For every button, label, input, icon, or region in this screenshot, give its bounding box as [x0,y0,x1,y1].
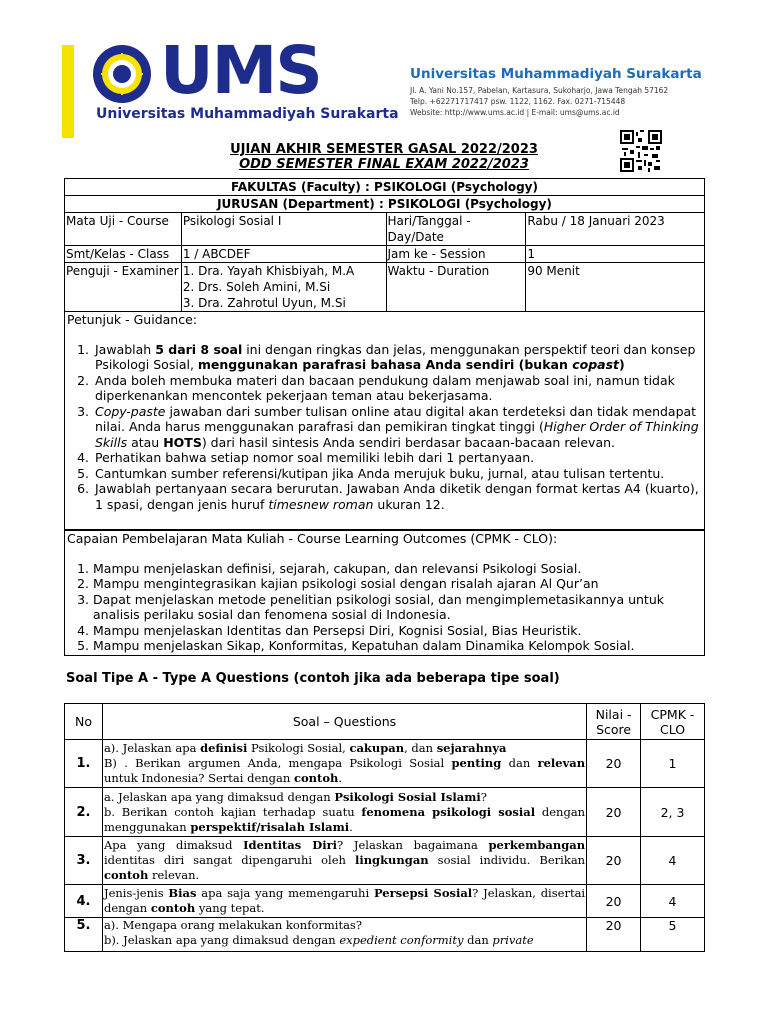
session-value: 1 [526,246,705,263]
guidance-item: 3. Copy-paste jawaban dari sumber tulisan online atau digital akan terdeteksi dan tidak mendapat nilai. Anda harus menggunakan parafrasi dan pemikiran tingkat tinggi (Higher Order of Thinking Skills atau HOTS) dari hasil sintesis Anda sendiri berdasar bacaan-bacaan relevan. [93,404,702,451]
question-clo: 4 [641,885,705,918]
guidance-box [64,312,705,530]
university-name-logo: Universitas Muhammadiyah Surakarta [96,106,399,122]
guidance-item: 6. Jawablah pertanyaan secara berurutan. Jawaban Anda diketik dengan format kertas A4 (kuarto), 1 spasi, dengan jenis huruf timesnew roman ukuran 12. [93,481,702,512]
date-value: Rabu / 18 Januari 2023 [526,213,705,246]
col-soal: Soal – Questions [102,704,586,740]
clo-item: 5. Mampu menjelaskan Sikap, Konformitas, Kepatuhan dalam Dinamika Kelompok Sosial. [93,638,702,654]
examiner-name: 1. Dra. Yayah Khisbiyah, M.A [182,264,355,278]
clo-box [64,530,705,656]
examiner-name: 3. Dra. Zahrotul Uyun, M.Si [182,296,346,310]
table-row [65,918,705,952]
duration-label: Waktu - Duration [386,263,526,312]
examiner-label: Penguji - Examiner [65,263,182,312]
table-row [65,885,705,918]
question-clo: 1 [641,740,705,788]
class-label: Smt/Kelas - Class [65,246,182,263]
guidance-item: 1. Jawablah 5 dari 8 soal ini dengan ringkas dan jelas, menggunakan perspektif teori dan konsep Psikologi Sosial, menggunakan parafrasi bahasa Anda sendiri (bukan copast) [93,342,702,373]
examiner-list [181,263,386,312]
table-row [65,740,705,788]
ums-logo: UMS [160,32,321,109]
department-cell: JURUSAN (Department) : PSIKOLOGI (Psychology) [65,196,705,213]
clo-item: 4. Mampu menjelaskan Identitas dan Persepsi Diri, Kognisi Sosial, Bias Heuristik. [93,623,702,639]
question-score: 20 [587,918,641,952]
session-label: Jam ke - Session [386,246,526,263]
website-line: Website: http://www.ums.ac.id | E-mail: ums@ums.ac.id [410,108,620,117]
table-row [65,837,705,885]
col-clo: CPMK - CLO [641,704,705,740]
guidance-list [93,342,702,513]
question-score: 20 [587,837,641,885]
question-text: a. Jelaskan apa yang dimaksud dengan Psikologi Sosial Islami? b. Berikan contoh kajian terhadap suatu fenomena psikologi sosial dengan menggunakan perspektif/risalah Islami. [102,788,586,837]
question-clo: 4 [641,837,705,885]
col-score: Nilai - Score [587,704,641,740]
guidance-item: 2. Anda boleh membuka materi dan bacaan pendukung dalam menjawab soal ini, namun tidak diperkenankan mencontek pekerjaan teman atau bekerjasama. [93,373,702,404]
question-number: 4. [65,885,103,918]
clo-item: 3. Dapat menjelaskan metode penelitian psikologi sosial, dan mengimplemetasikannya untuk analisis perilaku sosial dan fenomena sosial di Indonesia. [93,592,702,623]
class-value: 1 / ABCDEF [181,246,386,263]
guidance-item: 4. Perhatikan bahwa setiap nomor soal memiliki lebih dari 1 pertanyaan. [93,450,702,466]
question-text: Apa yang dimaksud Identitas Diri? Jelaskan bagaimana perkembangan identitas diri sangat dipengaruhi oleh lingkungan sosial individu. Berikan contoh relevan. [102,837,586,885]
course-label: Mata Uji - Course [65,213,182,246]
question-number: 2. [65,788,103,837]
question-score: 20 [587,788,641,837]
question-text: a). Jelaskan apa definisi Psikologi Sosial, cakupan, dan sejarahnya B) . Berikan argumen Anda, mengapa Psikologi Sosial penting dan relevan untuk Indonesia? Sertai dengan contoh. [102,740,586,788]
exam-info-table [64,178,705,312]
question-number: 3. [65,837,103,885]
address-line: Jl. A. Yani No.157, Pabelan, Kartasura, Sukoharjo, Jawa Tengah 57162 [410,86,669,95]
questions-table [64,703,705,952]
table-header-row [65,704,705,740]
question-clo: 5 [641,918,705,952]
question-number: 5. [65,918,103,952]
yellow-accent-bar [62,45,74,138]
col-no: No [65,704,103,740]
clo-list [93,561,702,654]
faculty-cell: FAKULTAS (Faculty) : PSIKOLOGI (Psychology) [65,179,705,196]
question-text: Jenis-jenis Bias apa saja yang memengaruhi Persepsi Sosial? Jelaskan, disertai dengan contoh yang tepat. [102,885,586,918]
table-row [65,788,705,837]
exam-title-id: UJIAN AKHIR SEMESTER GASAL 2022/2023 [230,142,538,157]
course-value: Psikologi Sosial I [181,213,386,246]
clo-item: 1. Mampu menjelaskan definisi, sejarah, cakupan, dan relevansi Psikologi Sosial. [93,561,702,577]
question-clo: 2, 3 [641,788,705,837]
clo-item: 2. Mampu mengintegrasikan kajian psikologi sosial dengan risalah ajaran Al Qur’an [93,576,702,592]
duration-value: 90 Menit [526,263,705,312]
question-score: 20 [587,740,641,788]
university-name-header: Universitas Muhammadiyah Surakarta [410,66,702,82]
guidance-label: Petunjuk - Guidance: [67,312,197,327]
exam-title-en: ODD SEMESTER FINAL EXAM 2022/2023 [239,157,529,172]
question-text: a). Mengapa orang melakukan konformitas? b). Jelaskan apa yang dimaksud dengan expedient conformity dan private [102,918,586,952]
question-score: 20 [587,885,641,918]
date-label: Hari/Tanggal - Day/Date [386,213,526,246]
phone-line: Telp. +62271717417 psw. 1122, 1162. Fax. 0271-715448 [410,97,626,106]
clo-label: Capaian Pembelajaran Mata Kuliah - Course Learning Outcomes (CPMK - CLO): [67,531,558,546]
university-seal-icon [92,44,152,104]
questions-heading: Soal Tipe A - Type A Questions (contoh jika ada beberapa tipe soal) [66,671,560,686]
examiner-name: 2. Drs. Soleh Amini, M.Si [182,280,331,294]
question-number: 1. [65,740,103,788]
guidance-item: 5. Cantumkan sumber referensi/kutipan jika Anda merujuk buku, jurnal, atau tulisan tertentu. [93,466,702,482]
